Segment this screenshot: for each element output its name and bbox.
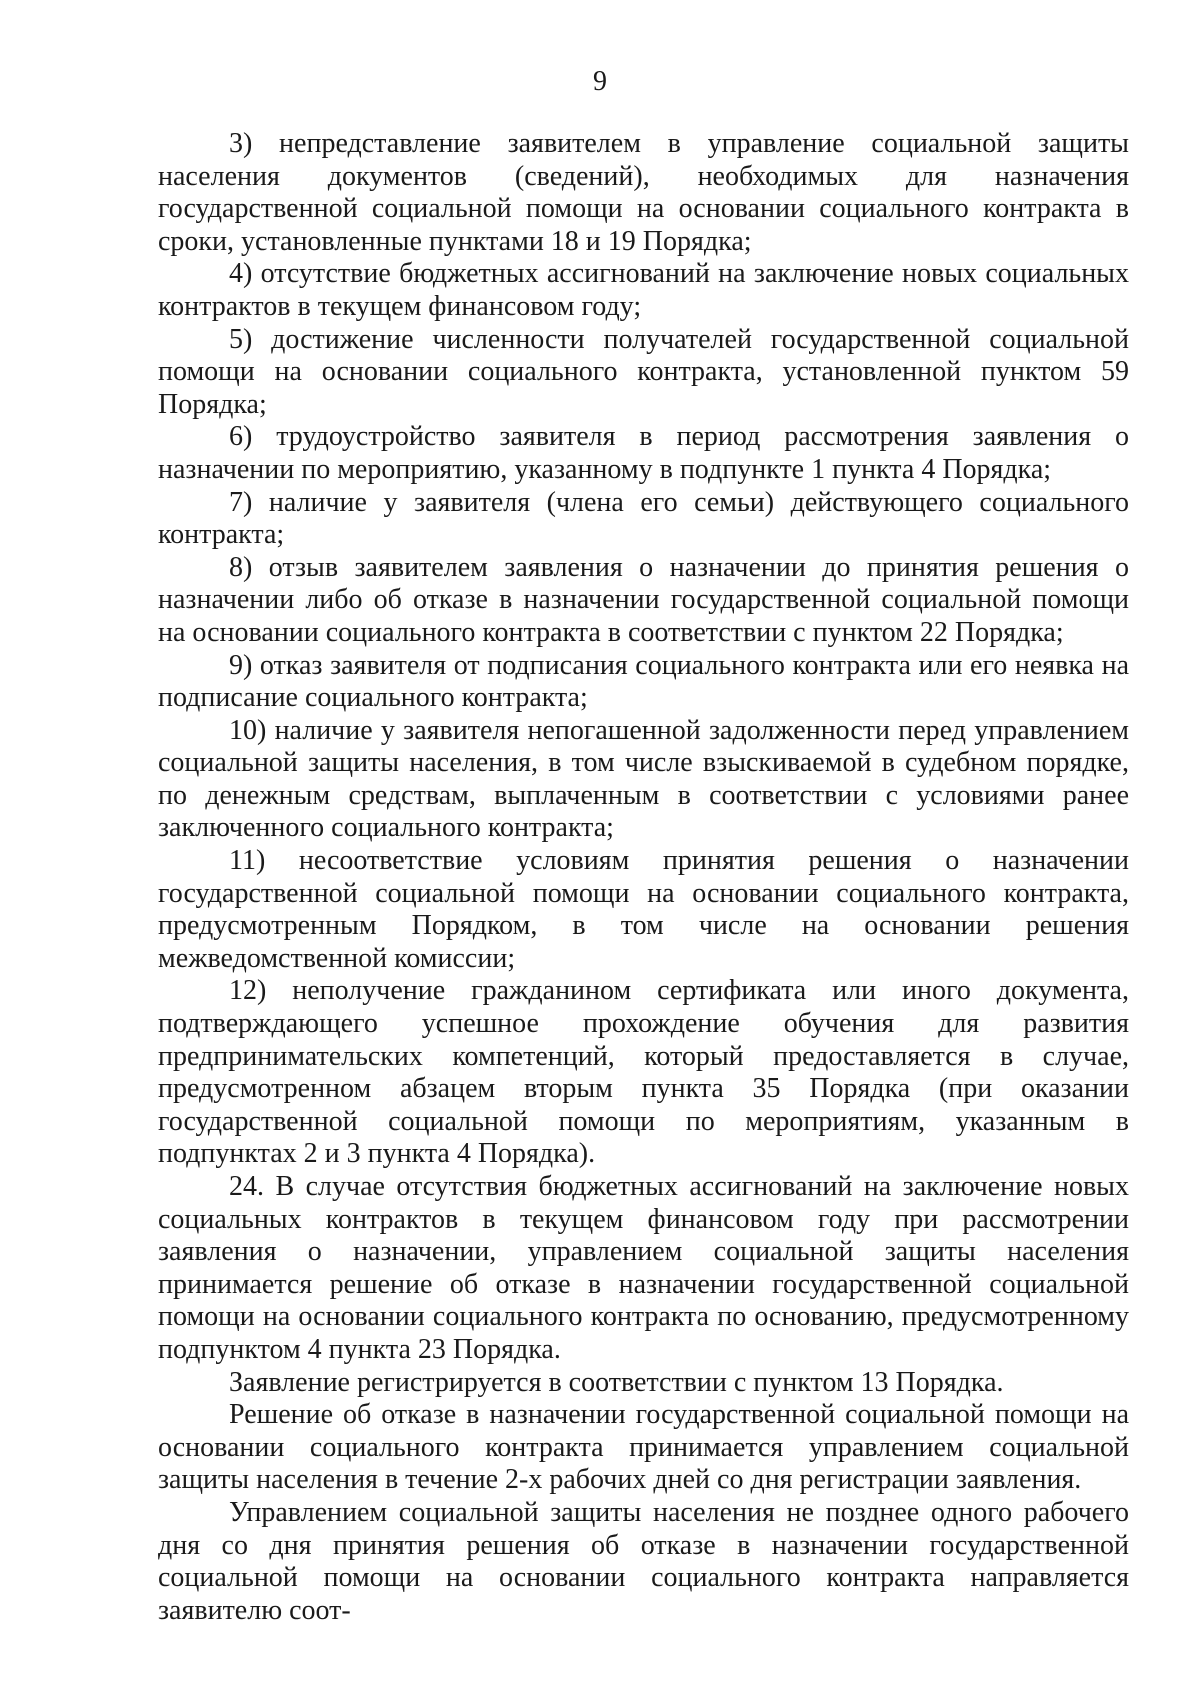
paragraph-item-9: 9) отказ заявителя от подписания социального контракта или его неявка на подписание социального контракта; — [158, 649, 1129, 714]
paragraph-item-5: 5) достижение численности получателей государственной социальной помощи на основании социального контракта, установленной пунктом 59 Порядка; — [158, 323, 1129, 420]
paragraph-decision: Решение об отказе в назначении государственной социальной помощи на основании социального контракта принимается управлением социальной защиты населения в течение 2-х рабочих дней со дня регистрации заявления. — [158, 1399, 1129, 1496]
paragraph-item-7: 7) наличие у заявителя (члена его семьи) действующего социального контракта; — [158, 486, 1129, 551]
paragraph-item-10: 10) наличие у заявителя непогашенной задолженности перед управлением социальной защиты населения, в том числе взыскиваемой в судебном порядке, по денежным средствам, выплаченным в соответствии с условиями ранее заключенного социального контракта; — [158, 714, 1129, 844]
paragraph-item-6: 6) трудоустройство заявителя в период рассмотрения заявления о назначении по мероприятию, указанному в подпункте 1 пункта 4 Порядка; — [158, 421, 1129, 485]
paragraph-item-8: 8) отзыв заявителем заявления о назначении до принятия решения о назначении либо об отказе в назначении государственной социальной помощи на основании социального контракта в соответствии с пунктом 22 Порядка; — [158, 551, 1129, 648]
paragraph-item-3: 3) непредставление заявителем в управление социальной защиты населения документов (сведений), необходимых для назначения государственной социальной помощи на основании социального контракта в сроки, установленные пунктами 18 и 19 Порядка; — [158, 128, 1129, 257]
paragraph-item-11: 11) несоответствие условиям принятия решения о назначении государственной социальной помощи на основании социального контракта, предусмотренным Порядком, в том числе на основании решения межведомственной комиссии; — [158, 845, 1129, 974]
paragraph-notification: Управлением социальной защиты населения не позднее одного рабочего дня со дня принятия решения об отказе в назначении государственной социальной помощи на основании социального контракта направляется заявителю соот- — [158, 1496, 1129, 1626]
document-body — [158, 128, 1129, 1627]
paragraph-item-12: 12) неполучение гражданином сертификата или иного документа, подтверждающего успешное прохождение обучения для развития предпринимательских компетенций, который предоставляется в случае, предусмотренном абзацем вторым пункта 35 Порядка (при оказании государственной социальной помощи по мероприятиям, указанным в подпунктах 2 и 3 пункта 4 Порядка). — [158, 975, 1129, 1170]
paragraph-item-4: 4) отсутствие бюджетных ассигнований на заключение новых социальных контрактов в текущем финансовом году; — [158, 258, 1129, 322]
paragraph-section-24: 24. В случае отсутствия бюджетных ассигнований на заключение новых социальных контрактов в текущем финансовом году при рассмотрении заявления о назначении, управлением социальной защиты населения принимается решение об отказе в назначении государственной социальной помощи на основании социального контракта по основанию, предусмотренному подпунктом 4 пункта 23 Порядка. — [158, 1171, 1129, 1365]
page-number: 9 — [593, 66, 607, 97]
paragraph-registration: Заявление регистрируется в соответствии с пунктом 13 Порядка. — [229, 1366, 1004, 1398]
